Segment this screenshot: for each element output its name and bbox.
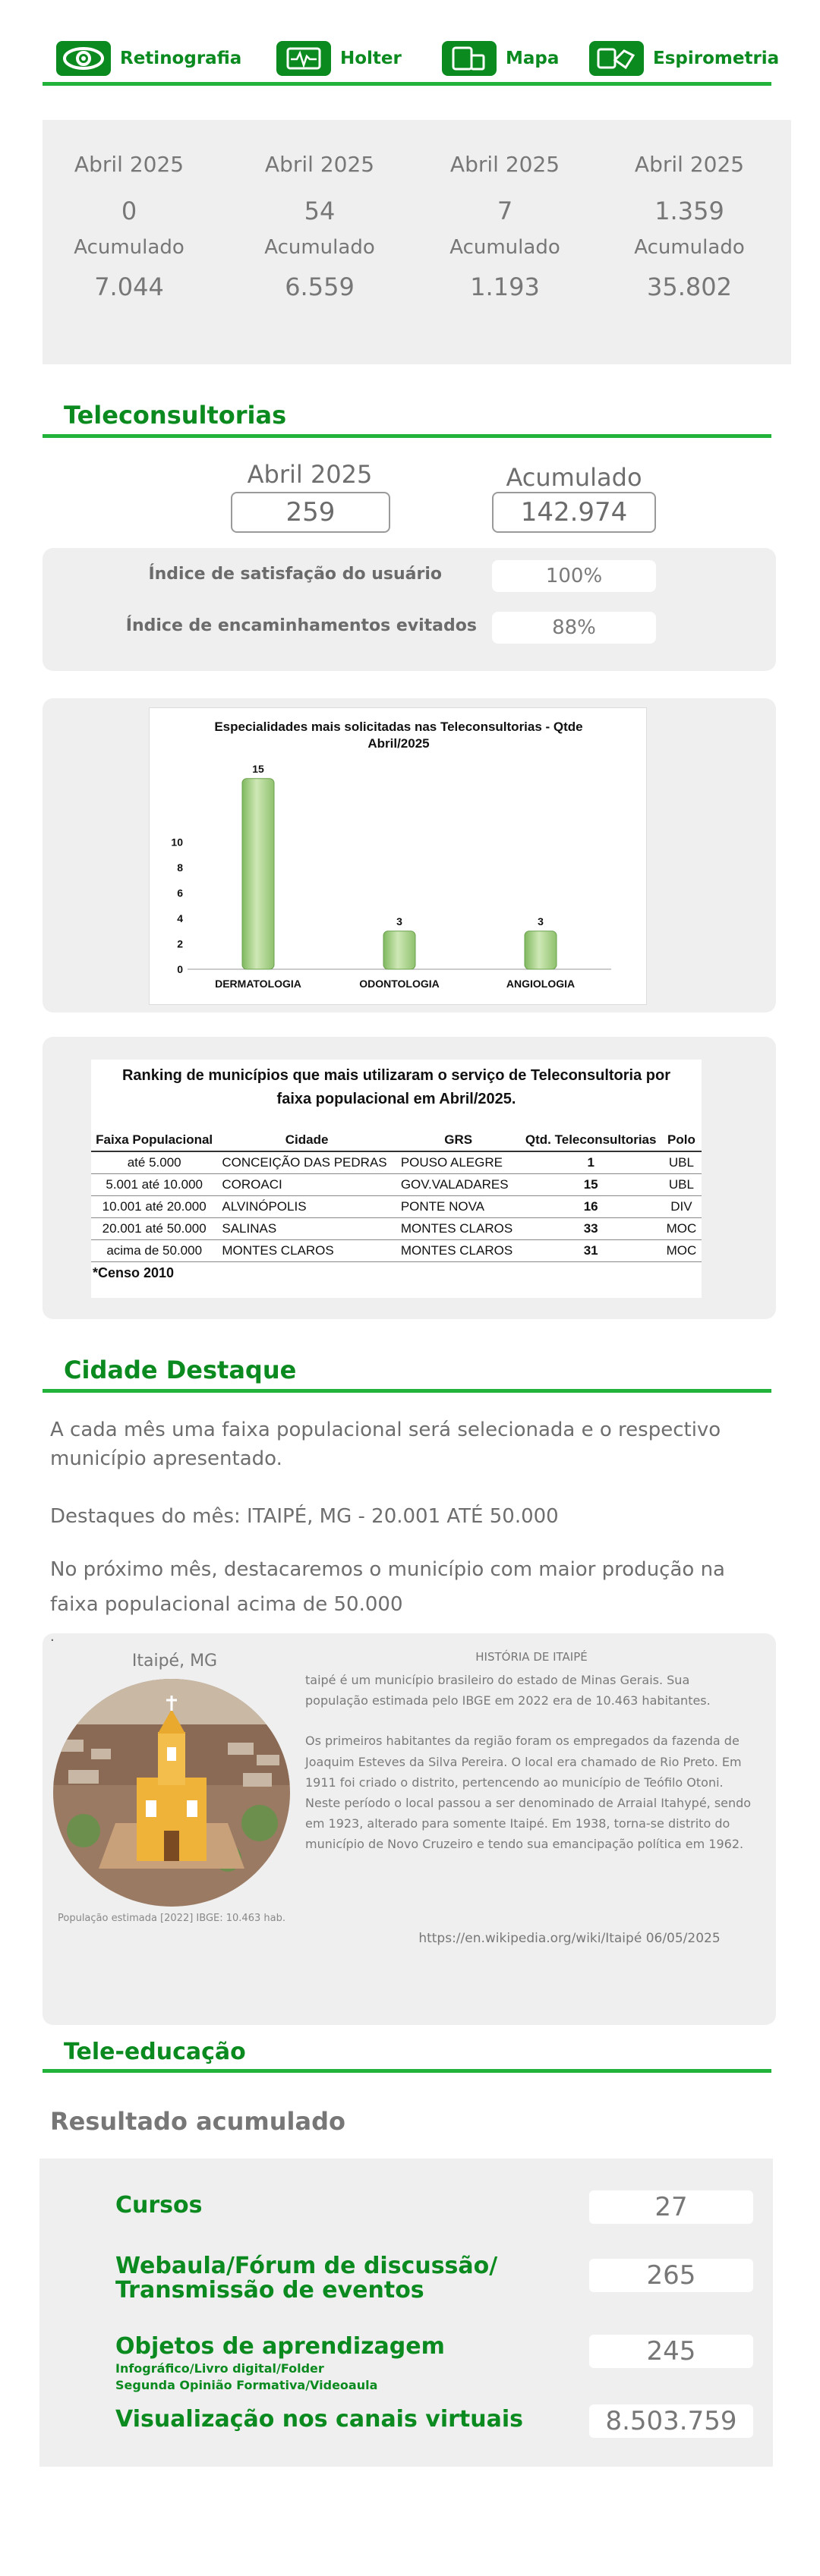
nav-mapa-label: Mapa <box>506 49 560 68</box>
history-paragraph-1: taipé é um município brasileiro do estado de Minas Gerais. Sua população estimada pelo IBGE em 2022 era de 10.463 habitantes. <box>305 1673 711 1708</box>
cell-qtd: 15 <box>520 1174 661 1196</box>
destaque-title: Cidade Destaque <box>64 1356 297 1384</box>
population-note: População estimada [2022] IBGE: 10.463 hab. <box>58 1913 285 1924</box>
edu-webaula-label-2: Transmissão de eventos <box>115 2277 424 2304</box>
y-tick-label: 6 <box>177 886 183 899</box>
nav-mapa[interactable] <box>442 39 559 77</box>
stat-label: Acumulado <box>74 236 184 259</box>
church-illustration <box>53 1679 290 1907</box>
edu-visualizacao-value: 8.503.759 <box>589 2404 753 2438</box>
cell-cidade: SALINAS <box>217 1218 396 1240</box>
stat-total: 7.044 <box>94 272 164 301</box>
teleeducacao-divider <box>43 2069 771 2073</box>
x-tick-label: ODONTOLOGIA <box>359 978 440 990</box>
col-cidade: Cidade <box>217 1128 396 1151</box>
referrals-label: Índice de encaminhamentos evitados <box>125 616 477 635</box>
edu-objetos-label: Objetos de aprendizagem <box>115 2333 445 2360</box>
referrals-value: 88% <box>492 612 656 644</box>
history-paragraph-2: Os primeiros habitantes da região foram os empregados da fazenda de Joaquim Esteves da Silva Pereira. O local era chamado de Rio Preto. Em 1911 foi criado o distrito, pertencendo ao município de Teófilo Otoni. Neste período o local passou a ser denominado de Arraial Itahypé, sendo em 1923, alterado para somente Itaipé. Em 1938, torna-se distrito do município de Novo Cruzeiro e tendo sua emancipação política em 1962. <box>305 1734 752 1852</box>
cell-qtd: 16 <box>520 1196 661 1218</box>
x-tick-label: ANGIOLOGIA <box>506 978 576 990</box>
cell-faixa: 5.001 até 10.000 <box>91 1174 217 1196</box>
satisfaction-label: Índice de satisfação do usuário <box>148 565 442 584</box>
heart-monitor-icon <box>276 41 331 76</box>
stat-label: Acumulado <box>449 236 560 259</box>
cell-cidade: MONTES CLAROS <box>217 1240 396 1262</box>
table-row <box>91 1151 702 1174</box>
stat-month: Abril 2025 <box>634 152 745 177</box>
nav-retinografia-label: Retinografia <box>120 49 242 68</box>
col-grs: GRS <box>396 1128 521 1151</box>
cell-grs: GOV.VALADARES <box>396 1174 521 1196</box>
ranking-header-row <box>91 1128 702 1151</box>
col-qtd: Qtd. Teleconsultorias <box>520 1128 661 1151</box>
cell-cidade: COROACI <box>217 1174 396 1196</box>
x-tick-label: DERMATOLOGIA <box>215 978 301 990</box>
stat-column-espirometria <box>602 152 777 301</box>
stat-label: Acumulado <box>634 236 745 259</box>
edu-visualizacao-label: Visualização nos canais virtuais <box>115 2406 523 2433</box>
stat-label: Acumulado <box>264 236 375 259</box>
city-name: Itaipé, MG <box>131 1652 218 1671</box>
stat-value: 0 <box>121 197 137 225</box>
tc-month-label: Abril 2025 <box>247 460 373 489</box>
col-faixa: Faixa Populacional <box>91 1128 217 1151</box>
ranking-card <box>91 1060 702 1298</box>
edu-webaula-value: 265 <box>589 2259 753 2292</box>
cell-cidade: CONCEIÇÃO DAS PEDRAS <box>217 1151 396 1174</box>
cell-polo: UBL <box>661 1174 702 1196</box>
city-panel-dot: . <box>50 1629 55 1645</box>
pressure-monitor-icon <box>442 41 497 76</box>
cell-qtd: 33 <box>520 1218 661 1240</box>
teleeducacao-subtitle: Resultado acumulado <box>50 2107 345 2136</box>
y-tick-label: 8 <box>177 861 183 874</box>
tc-total-value: 142.974 <box>492 492 656 533</box>
cell-grs: PONTE NOVA <box>396 1196 521 1218</box>
cell-polo: UBL <box>661 1151 702 1174</box>
table-row <box>91 1196 702 1218</box>
edu-cursos-label: Cursos <box>115 2192 203 2219</box>
nav-espirometria-label: Espirometria <box>653 49 780 68</box>
stat-value: 1.359 <box>654 197 724 225</box>
cell-polo: MOC <box>661 1218 702 1240</box>
teleeducacao-title: Tele-educação <box>64 2039 246 2065</box>
city-photo <box>53 1679 290 1907</box>
bar-data-label: 3 <box>538 915 544 927</box>
stat-column-mapa <box>418 152 592 301</box>
history-title: HISTÓRIA DE ITAIPÉ <box>475 1650 588 1664</box>
cell-faixa: 10.001 até 20.000 <box>91 1196 217 1218</box>
stat-column-retinografia <box>42 152 216 301</box>
specialties-bar-chart <box>150 708 648 1006</box>
destaque-intro: A cada mês uma faixa populacional será selecionada e o respectivo município apresentado. <box>50 1419 721 1470</box>
stat-value: 54 <box>304 197 336 225</box>
ranking-title-line1: Ranking de municípios que mais utilizaram o serviço de Teleconsultoria por <box>121 1067 671 1084</box>
satisfaction-value: 100% <box>492 560 656 592</box>
cell-grs: MONTES CLAROS <box>396 1218 521 1240</box>
edu-webaula-label: Webaula/Fórum de discussão/ <box>115 2253 498 2279</box>
tc-month-value: 259 <box>231 492 390 533</box>
teleconsultorias-title: Teleconsultorias <box>64 401 287 430</box>
y-tick-label: 2 <box>177 937 183 950</box>
table-row <box>91 1240 702 1262</box>
tc-total-label: Acumulado <box>506 463 642 492</box>
bar-data-label: 3 <box>396 915 402 927</box>
edu-objetos-value: 245 <box>589 2335 753 2368</box>
ranking-footnote: *Censo 2010 <box>93 1265 175 1280</box>
stat-column-holter <box>232 152 407 301</box>
bar-odontologia <box>383 931 415 969</box>
spirometer-icon <box>589 41 644 76</box>
stat-month: Abril 2025 <box>264 152 375 177</box>
cell-qtd: 31 <box>520 1240 661 1262</box>
nav-holter-label: Holter <box>340 49 402 68</box>
cell-polo: DIV <box>661 1196 702 1218</box>
chart-title: Especialidades mais solicitadas nas Teleconsultorias - Qtde <box>214 720 583 734</box>
chart-card <box>149 707 647 1005</box>
stat-month: Abril 2025 <box>449 152 560 177</box>
cell-qtd: 1 <box>520 1151 661 1174</box>
stat-value: 7 <box>497 197 513 225</box>
stat-total: 1.193 <box>470 272 540 301</box>
cell-faixa: acima de 50.000 <box>91 1240 217 1262</box>
teleconsultorias-divider <box>43 434 771 438</box>
cell-cidade: ALVINÓPOLIS <box>217 1196 396 1218</box>
cell-faixa: 20.001 até 50.000 <box>91 1218 217 1240</box>
destaque-next-line1: No próximo mês, destacaremos o município com maior produção na <box>50 1558 725 1581</box>
edu-objetos-sub1: Infográfico/Livro digital/Folder <box>115 2361 324 2376</box>
stat-total: 35.802 <box>647 272 732 301</box>
y-tick-label: 0 <box>177 963 183 975</box>
history-text <box>305 1670 756 1855</box>
destaque-next-line2: faixa populacional acima de 50.000 <box>50 1593 403 1616</box>
bar-data-label: 15 <box>252 762 264 775</box>
nav-espirometria[interactable] <box>589 39 779 77</box>
edu-cursos-value: 27 <box>589 2190 753 2224</box>
eye-icon <box>56 41 111 76</box>
y-tick-label: 10 <box>171 836 183 849</box>
chart-subtitle: Abril/2025 <box>367 736 430 751</box>
ranking-table <box>91 1128 702 1262</box>
destaque-highlight: Destaques do mês: ITAIPÉ, MG - 20.001 ATÉ 50.000 <box>50 1505 559 1528</box>
y-tick-label: 4 <box>177 912 183 924</box>
nav-divider <box>43 82 771 86</box>
edu-objetos-sub2: Segunda Opinião Formativa/Videoaula <box>115 2378 378 2392</box>
cell-grs: POUSO ALEGRE <box>396 1151 521 1174</box>
stat-total: 6.559 <box>285 272 355 301</box>
cell-polo: MOC <box>661 1240 702 1262</box>
source-link[interactable]: https://en.wikipedia.org/wiki/Itaipé 06/05/2025 <box>418 1931 721 1946</box>
col-polo: Polo <box>661 1128 702 1151</box>
cell-grs: MONTES CLAROS <box>396 1240 521 1262</box>
ranking-title-line2: faixa populacional em Abril/2025. <box>276 1091 516 1107</box>
cell-faixa: até 5.000 <box>91 1151 217 1174</box>
nav-retinografia[interactable] <box>56 39 241 77</box>
bar-dermatologia <box>242 779 274 969</box>
table-row <box>91 1174 702 1196</box>
table-row <box>91 1218 702 1240</box>
destaque-divider <box>43 1389 771 1393</box>
nav-holter[interactable] <box>276 39 402 77</box>
bar-angiologia <box>525 931 557 969</box>
stat-month: Abril 2025 <box>74 152 184 177</box>
